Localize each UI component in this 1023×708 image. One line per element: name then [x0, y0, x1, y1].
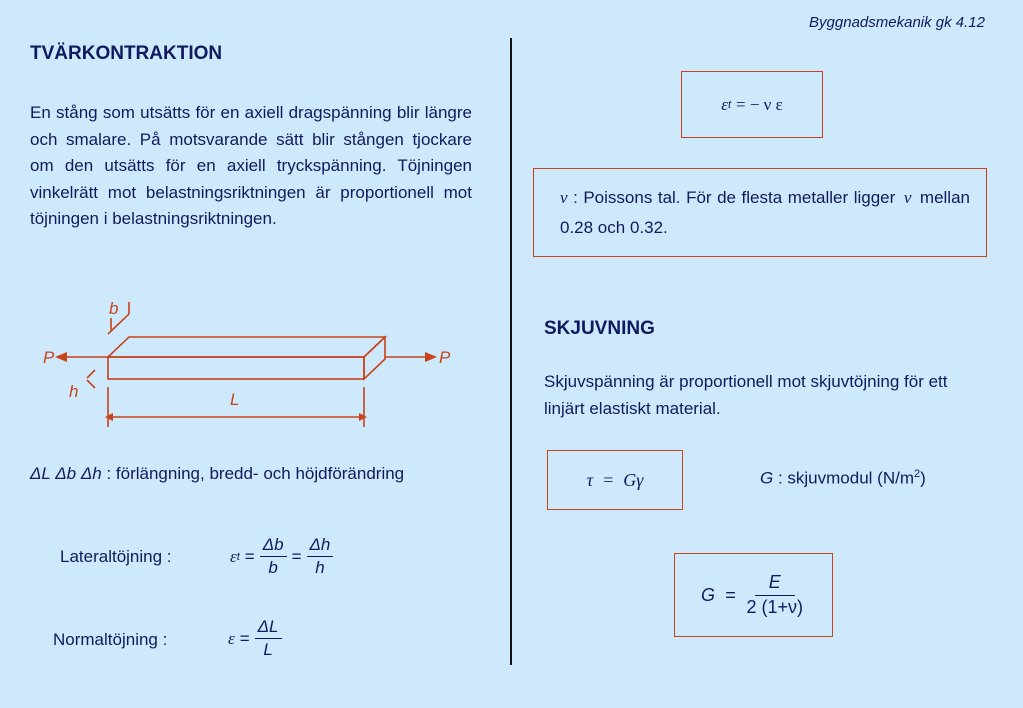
label-P-right: P	[439, 348, 451, 367]
normal-strain-label: Normaltöjning :	[53, 630, 168, 649]
nu-symbol: ν	[903, 188, 912, 207]
arrow-right-head	[425, 352, 437, 362]
bar-end-face	[364, 337, 385, 379]
frac-den: L	[263, 640, 273, 659]
eps-rhs: = − ν ε	[736, 94, 783, 114]
intro-paragraph: En stång som utsätts för en axiell dragspänning blir längre och smalare. På motsvarande sätt blir stången tjockare om den utsätts för en axiell tryckspänning. Töjningen vinkelrätt mot belastningsriktningen är proportionell mot töjningen i belastningsriktningen.	[30, 103, 472, 228]
poisson-text	[560, 183, 970, 243]
frac2-den: h	[315, 558, 325, 577]
frac1-num: Δb	[260, 535, 287, 557]
poisson-text-2: mellan 0.28 och 0.32.	[560, 188, 970, 237]
poisson-box	[533, 168, 987, 257]
g-symbol: G	[760, 468, 774, 488]
eq-lhs: ε	[228, 628, 235, 648]
label-L: L	[230, 390, 240, 409]
section-title-skjuvning: SKJUVNING	[544, 318, 655, 339]
delta-symbols: ΔL Δb Δh	[30, 464, 102, 483]
poisson-text-1: : Poissons tal. För de flesta metaller ligger	[567, 188, 901, 207]
bar-front-face	[108, 357, 364, 379]
section-title-tvarkontraktion: TVÄRKONTRAKTION	[30, 43, 223, 64]
g-def-text: : skjuvmodul (N/m	[773, 468, 914, 488]
label-h: h	[69, 382, 79, 401]
g-def-close: )	[920, 468, 926, 488]
delta-description: : förlängning, bredd- och höjdförändring	[101, 464, 405, 483]
shear-paragraph: Skjuvspänning är proportionell mot skjuvtöjning för ett linjärt elastiskt material.	[544, 372, 948, 418]
lateral-strain-equation: ε t = $\frac{\Delta b}{b}$ = $\frac{\Delta h}{h}$	[230, 535, 333, 578]
nu-symbol: ν	[560, 188, 568, 207]
transverse-strain-formula-box	[681, 71, 823, 138]
bar-top-face	[108, 337, 385, 357]
normal-strain-equation: ε = $\frac{\Delta L}{L}$	[228, 617, 282, 660]
g-den: 2 (1+ν)	[746, 597, 804, 617]
tau-formula: τ = Gγ	[586, 469, 644, 490]
column-divider	[510, 38, 512, 665]
shear-modulus-formula-box	[674, 553, 833, 637]
frac1-den: b	[268, 558, 278, 577]
lateral-strain-label: Lateraltöjning :	[60, 547, 172, 566]
arrow-left-head	[55, 352, 67, 362]
dim-arrow-left	[105, 413, 113, 421]
frac-num: ΔL	[255, 617, 282, 639]
dim-arrow-right	[359, 413, 367, 421]
shear-formula-box	[547, 450, 683, 510]
g-def-sup: 2	[913, 468, 921, 480]
eq-lhs-sub: t	[236, 550, 240, 563]
shear-modulus-definition	[760, 468, 926, 489]
bar-figure	[35, 292, 475, 437]
label-P-left: P	[43, 348, 55, 367]
g-num: E	[755, 572, 795, 596]
eps-lhs: ε	[721, 94, 728, 114]
delta-definition	[30, 464, 404, 484]
label-b: b	[109, 299, 119, 318]
eps-lhs-sub: t	[727, 98, 731, 111]
frac2-num: Δh	[307, 535, 334, 557]
eq-lhs: ε	[230, 546, 237, 566]
page-reference: Byggnadsmekanik gk 4.12	[809, 14, 985, 31]
g-lhs: G =	[700, 584, 736, 605]
